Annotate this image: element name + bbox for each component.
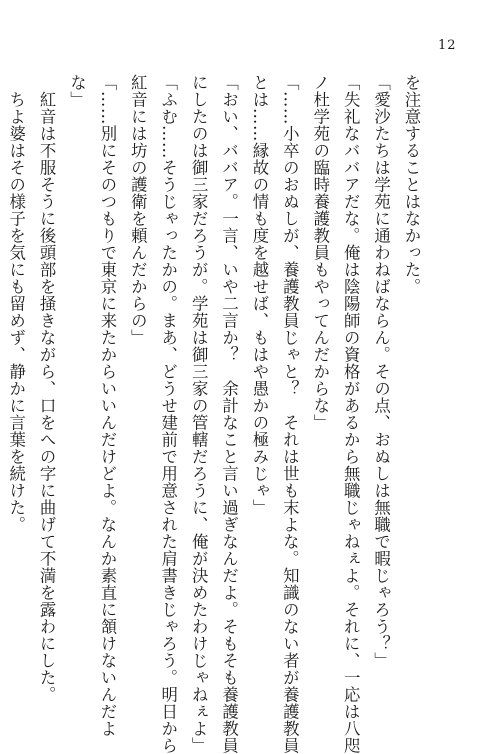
text-line: 「ふむ……そうじゃったかの。まあ、どうせ建前で用意された肩書きじゃろう。明日から <box>152 74 182 652</box>
text-line: な」 <box>61 74 91 652</box>
text-line: 紅音には坊の護衛を頼んだからの」 <box>122 74 152 652</box>
text-line: 「……別にそのつもりで東京に来たからいいんだけどよ。なんか素直に頷けないんだよ <box>92 74 122 652</box>
text-line: とは……縁故の情も度を越せば、もはや愚かの極みじゃ」 <box>244 74 274 652</box>
text-line: 「愛沙たちは学苑に通わねばならん。その点、おぬしは無職で暇じゃろう？」 <box>365 74 395 652</box>
text-line: を注意することはなかった。 <box>396 74 426 652</box>
text-line: 「失礼なババアだな。俺は陰陽師の資格があるから無職じゃねぇよ。それに、一応は八咫 <box>335 74 365 652</box>
text-line: 「おい、ババア。一言、いや二言か？ 余計なこと言い過ぎなんだよ。そもそも養護教員 <box>213 74 243 652</box>
text-line: ちよ婆はその様子を気にも留めず、静かに言葉を続けた。 <box>0 74 30 652</box>
text-line: 「……小卒のおぬしが、養護教員じゃと？ それは世も末よな。知識のない者が養護教員 <box>274 74 304 652</box>
page-number: 12 <box>438 38 457 53</box>
body-text <box>0 74 426 652</box>
text-line: ノ杜学苑の臨時養護教員もやってんだからな」 <box>304 74 334 652</box>
text-line: にしたのは御三家だろうが。学苑は御三家の管轄だろうに、俺が決めたわけじゃねぇよ」 <box>183 74 213 652</box>
text-line: 紅音は不服そうに後頭部を掻きながら、口をへの字に曲げて不満を露わにした。 <box>31 74 61 652</box>
